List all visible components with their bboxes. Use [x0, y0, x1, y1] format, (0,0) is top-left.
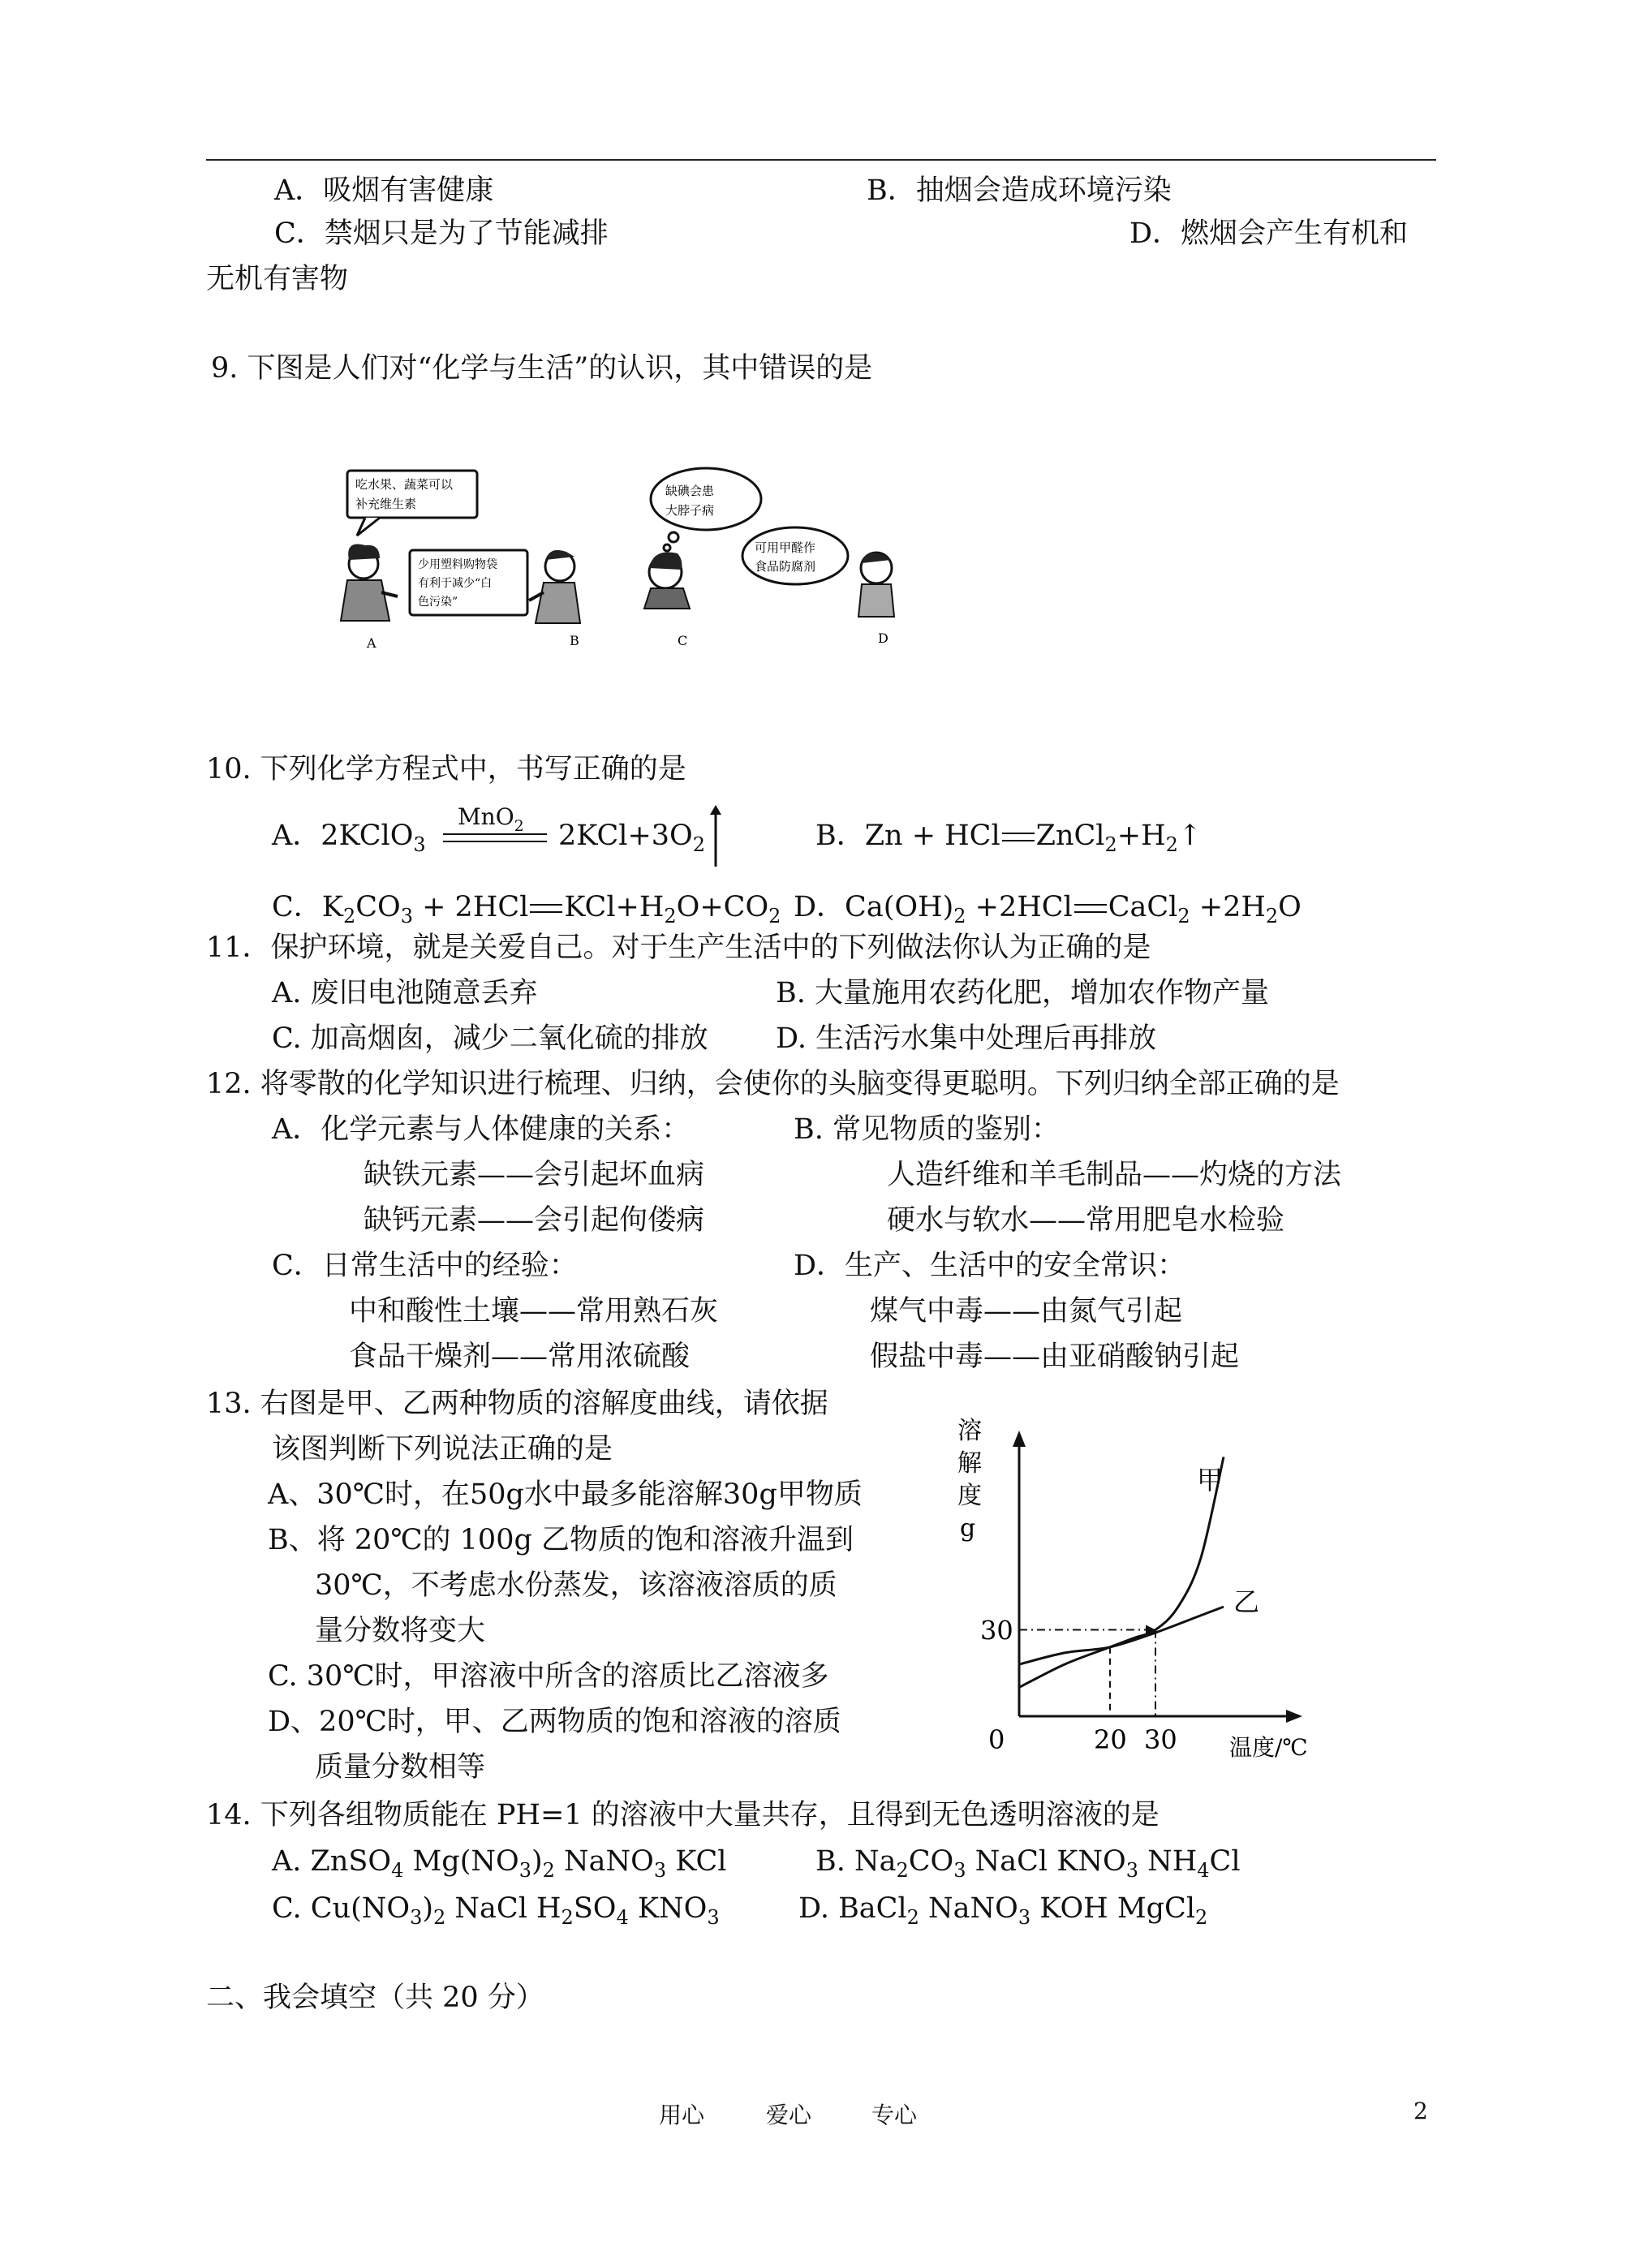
q11-option-a: A. 废旧电池随意丢弃: [272, 977, 538, 1009]
q10-d-end: O: [1278, 891, 1302, 923]
q14-a-5: KCl: [666, 1845, 727, 1878]
q8-option-b: B．抽烟会造成环境污染: [867, 174, 1172, 207]
q14-b-s3: 3: [1125, 1859, 1138, 1882]
gas-up-arrow: [708, 803, 724, 868]
q13-option-d-line1: D、20℃时，甲、乙两物质的饱和溶液的溶质: [268, 1706, 841, 1738]
q10-c-sub1: 2: [342, 905, 356, 927]
q12-option-d: D．生产、生活中的安全常识：: [794, 1250, 1186, 1282]
bubble-a-line2: 补充维生素: [355, 497, 417, 511]
thought-bubble-c: [651, 468, 761, 551]
q14-option-c: [272, 1891, 720, 1935]
figure-label-c: C: [678, 633, 688, 648]
q10-b-hsub: 2: [1165, 833, 1178, 856]
footer-motto-3: 专心: [871, 2102, 918, 2128]
q12-stem: 12. 将零散的化学知识进行梳理、归纳，会使你的头脑变得更聪明。下列归纳全部正确的是: [206, 1068, 1340, 1100]
q13-stem-line1: 13. 右图是甲、乙两种物质的溶解度曲线，请依据: [206, 1388, 828, 1420]
q11-option-b: B. 大量施用农药化肥，增加农作物产量: [776, 977, 1269, 1009]
q8-option-a: A．吸烟有害健康: [274, 174, 494, 207]
q10-d-sub1: 2: [953, 905, 966, 927]
q14-c-s5: 3: [707, 1906, 720, 1929]
speech-bubble-b: [410, 550, 527, 615]
q12-option-d-item1: 煤气中毒——由氮气引起: [870, 1295, 1183, 1328]
q13-option-d-line2: 质量分数相等: [315, 1751, 486, 1784]
q10-option-a-equation-bar: [443, 833, 547, 842]
chart-labels: [957, 1417, 1308, 1761]
q14-d-s3: 2: [1195, 1906, 1208, 1929]
q14-b-1: B. Na: [815, 1845, 897, 1878]
q14-d-1: D. BaCl: [798, 1892, 907, 1925]
person-b-figure: [529, 550, 580, 623]
q14-c-5: KNO: [628, 1892, 708, 1925]
speech-bubble-d: [742, 527, 848, 584]
bubble-a-line1: 吃水果、蔬菜可以: [355, 477, 454, 492]
solubility-chart: [957, 1416, 1331, 1773]
q14-b-s1: 2: [896, 1859, 909, 1882]
q10-c-prod: KCl+H: [564, 891, 665, 923]
q14-b-4: NH: [1138, 1845, 1198, 1878]
q12-option-b-item2: 硬水与软水——常用肥皂水检验: [887, 1204, 1285, 1237]
q14-c-s1: 3: [410, 1906, 423, 1929]
q14-a-2: Mg(NO: [403, 1845, 519, 1878]
x-tick-label-30: 30: [1144, 1724, 1177, 1755]
y-axis-label-char-3: 度: [957, 1482, 982, 1510]
q14-d-s1: 2: [906, 1906, 919, 1929]
q10-a-catalyst-sub: 2: [514, 817, 524, 835]
q10-b-h: +H: [1117, 820, 1166, 852]
q14-c-2: ): [422, 1892, 434, 1925]
y-tick-label-30: 30: [980, 1615, 1013, 1646]
q12-option-a-item2: 缺钙元素——会引起佝偻病: [364, 1204, 705, 1237]
q10-d-prod: CaCl: [1108, 891, 1178, 923]
chart-axes: [1013, 1431, 1302, 1723]
q14-a-s1: 4: [391, 1859, 404, 1882]
q13-option-c: C. 30℃时，甲溶液中所含的溶质比乙溶液多: [268, 1660, 829, 1693]
figure-label-b: B: [570, 633, 579, 648]
q14-stem: 14. 下列各组物质能在 PH=1 的溶液中大量共存，且得到无色透明溶液的是: [206, 1799, 1160, 1831]
q12-option-c: C．日常生活中的经验：: [272, 1250, 578, 1282]
figure-label-a: A: [367, 635, 376, 651]
q14-b-s2: 3: [953, 1859, 966, 1882]
person-c-figure: [644, 552, 690, 609]
section-2-heading: 二、我会填空（共 20 分）: [206, 1982, 544, 2014]
q14-a-4: NaNO: [554, 1845, 654, 1878]
q9-stem: 9. 下图是人们对“化学与生活”的认识，其中错误的是: [211, 352, 873, 385]
y-axis-label-char-1: 溶: [957, 1417, 982, 1445]
q11-stem: 11．保护环境，就是关爱自己。对于生产生活中的下列做法你认为正确的是: [206, 932, 1151, 964]
q14-d-s2: 3: [1018, 1906, 1031, 1929]
q10-b-equals: [1002, 833, 1035, 841]
header-rule: [206, 159, 1436, 161]
bubble-b-line3: 色污染”: [418, 596, 458, 609]
q14-b-2: CO: [908, 1845, 954, 1878]
q10-d-lead: D．Ca(OH): [794, 891, 954, 923]
q10-stem: 10. 下列化学方程式中，书写正确的是: [206, 753, 686, 785]
q10-c-sub2: 3: [400, 905, 413, 927]
bubble-b-line1: 少用塑料购物袋: [418, 558, 497, 571]
q10-option-b: [815, 818, 1202, 863]
q14-option-d: [798, 1891, 1207, 1935]
q10-c-equals: [530, 904, 562, 913]
q13-option-b-line1: B、将 20℃的 100g 乙物质的饱和溶液升温到: [268, 1524, 854, 1556]
q10-option-a-product: [558, 818, 705, 863]
q10-c-sub3: 2: [664, 905, 677, 927]
q12-option-b-item1: 人造纤维和羊毛制品——灼烧的方法: [887, 1159, 1342, 1191]
q14-c-1: C. Cu(NO: [272, 1892, 411, 1925]
footer-motto-1: 用心: [659, 2102, 705, 2128]
q10-b-prod: ZnCl: [1035, 820, 1105, 852]
q8-option-d: D．燃烟会产生有机和: [1129, 217, 1409, 250]
series-label-jia: 甲: [1197, 1465, 1224, 1496]
q14-option-a: [272, 1844, 726, 1888]
q10-option-a-reactant: [272, 818, 426, 863]
series-label-yi: 乙: [1233, 1586, 1260, 1617]
series-line-yi: [1019, 1607, 1224, 1664]
q14-c-s2: 2: [433, 1906, 446, 1929]
q10-a-prod-sub: 2: [692, 833, 706, 856]
q10-b-arrow: ↑: [1177, 820, 1203, 852]
q10-c-lead: C．K: [272, 891, 343, 923]
series-line-jia: [1019, 1457, 1224, 1688]
q14-b-3: NaCl KNO: [966, 1845, 1126, 1878]
q14-a-s3: 2: [542, 1859, 555, 1882]
q12-option-b: B. 常见物质的鉴别：: [794, 1113, 1060, 1146]
person-d-figure: [858, 553, 894, 617]
q12-option-d-item2: 假盐中毒——由亚硝酸钠引起: [870, 1341, 1240, 1373]
chart-series: [1019, 1457, 1224, 1688]
q9-illustration: [316, 454, 917, 665]
y-axis-label-char-4: g: [960, 1514, 976, 1543]
page-number: 2: [1413, 2098, 1428, 2124]
bubble-c-line2: 大脖子病: [665, 503, 715, 518]
q11-option-d: D. 生活污水集中处理后再排放: [776, 1022, 1157, 1055]
q11-option-c: C. 加高烟囱，减少二氧化硫的排放: [272, 1022, 708, 1055]
q14-d-2: NaNO: [919, 1892, 1018, 1925]
q14-d-3: KOH MgCl: [1030, 1892, 1196, 1925]
q13-stem-line2: 该图判断下列说法正确的是: [272, 1433, 613, 1465]
q10-c-sub4: 2: [768, 905, 781, 927]
q10-d-prod2: +2H: [1190, 891, 1266, 923]
q10-option-d: [794, 889, 1302, 934]
person-a-figure: [341, 544, 398, 621]
q14-b-s4: 4: [1197, 1859, 1210, 1882]
q14-c-4: SO: [573, 1892, 617, 1925]
q12-option-c-item2: 食品干燥剂——常用浓硫酸: [349, 1341, 691, 1373]
q8-option-c: C．禁烟只是为了节能减排: [274, 217, 609, 250]
q14-a-3: ): [531, 1845, 543, 1878]
footer-motto-2: 爱心: [766, 2102, 812, 2128]
q8-option-d-continued: 无机有害物: [206, 263, 349, 295]
x-axis-arrow: [1286, 1710, 1302, 1723]
origin-label: 0: [988, 1724, 1005, 1755]
bubble-c-line1: 缺碘会患: [665, 484, 715, 498]
q14-b-5: Cl: [1209, 1845, 1241, 1878]
q10-a-lead: A．2KClO: [272, 820, 414, 852]
y-axis-arrow: [1013, 1431, 1026, 1447]
x-tick-label-20: 20: [1094, 1724, 1127, 1755]
x-axis-label: 温度/℃: [1229, 1734, 1308, 1761]
q13-option-a: A、30℃时，在50g水中最多能溶解30g甲物质: [268, 1478, 863, 1511]
q10-a-sub: 3: [413, 833, 426, 856]
q13-option-b-line2: 30℃，不考虑水份蒸发，该溶液溶质的质: [315, 1569, 837, 1602]
bubble-d-line1: 可用甲醛作: [755, 540, 816, 555]
y-axis-label-char-2: 解: [957, 1449, 982, 1478]
bubble-d-line2: 食品防腐剂: [755, 559, 816, 574]
speech-bubble-a: [347, 471, 477, 536]
q14-option-b: [815, 1844, 1241, 1888]
q10-c-mid2: + 2HCl: [412, 891, 529, 923]
q10-b-sub: 2: [1104, 833, 1117, 856]
q14-c-s4: 4: [616, 1906, 629, 1929]
q12-option-a-item1: 缺铁元素——会引起坏血病: [364, 1159, 705, 1191]
q14-a-s2: 3: [518, 1859, 531, 1882]
q10-b-reactant: B．Zn + HCl: [815, 820, 1000, 852]
q10-c-mid: CO: [355, 891, 401, 923]
q14-c-3: NaCl H: [445, 1892, 561, 1925]
q10-c-prod2: O+CO: [676, 891, 769, 923]
q10-option-c: [272, 889, 781, 934]
q14-c-s3: 2: [561, 1906, 574, 1929]
q10-d-equals: [1074, 904, 1107, 913]
q12-option-c-item1: 中和酸性土壤——常用熟石灰: [349, 1295, 719, 1328]
q10-a-catalyst: MnO: [458, 803, 514, 830]
q10-d-sub3: 2: [1265, 905, 1279, 927]
q10-a-prod: 2KCl+3O: [558, 820, 693, 852]
q10-d-mid: +2HCl: [966, 891, 1073, 923]
q12-option-a: A．化学元素与人体健康的关系：: [272, 1113, 691, 1146]
q10-d-sub2: 2: [1177, 905, 1190, 927]
bubble-b-line2: 有利于减少“白: [418, 577, 493, 590]
q13-option-b-line3: 量分数将变大: [315, 1615, 486, 1647]
q14-a-1: A. ZnSO: [272, 1845, 392, 1878]
figure-label-d: D: [878, 630, 888, 646]
q14-a-s4: 3: [653, 1859, 667, 1882]
